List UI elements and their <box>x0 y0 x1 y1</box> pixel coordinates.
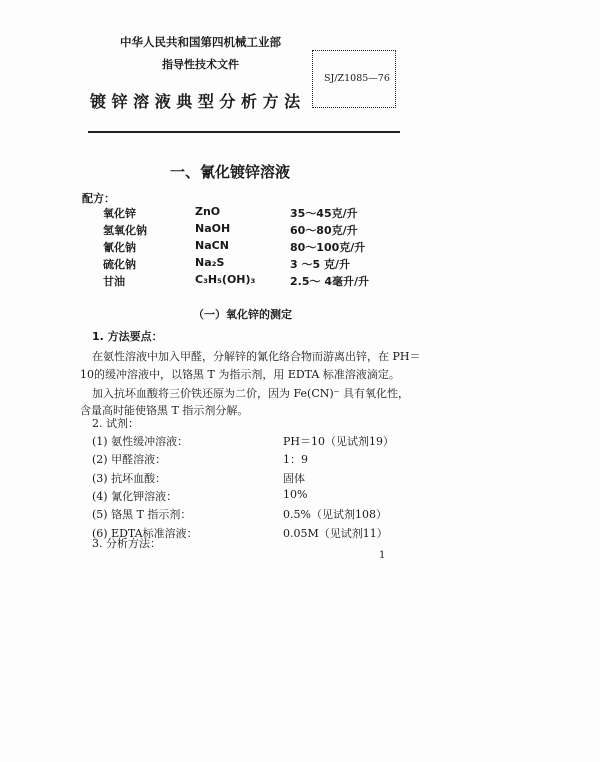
ministry-name: 中华人民共和国第四机械工业部 <box>120 35 281 49</box>
formula-name: 氧化锌 <box>103 207 136 220</box>
formula-chem: ZnO <box>195 205 221 218</box>
reagent-name: (1) 氨性缓冲溶液： <box>92 435 189 448</box>
formula-amount: 2.5～ 4毫升/升 <box>290 275 369 288</box>
reagent-value: 0.5%（见试剂108） <box>283 508 387 522</box>
reagent-name: (6) EDTA标准溶液： <box>92 526 198 540</box>
formula-label: 配方： <box>82 192 115 205</box>
formula-chem: C₃H₅(OH)₃ <box>195 273 256 286</box>
reagent-name: (4) 氰化钾溶液： <box>92 489 178 503</box>
reagent-value: 0.05M（见试剂11） <box>283 526 388 540</box>
section-title: 一、氰化镀锌溶液 <box>170 163 291 181</box>
paragraph-line: 在氨性溶液中加入甲醛，分解锌的氰化络合物而游离出锌，在 PH＝ <box>92 350 421 363</box>
analysis-heading: 3. 分析方法： <box>92 537 161 550</box>
reagent-name: (2) 甲醛溶液： <box>92 453 167 467</box>
formula-chem: NaOH <box>195 222 231 235</box>
formula-amount: 35～45克/升 <box>290 207 358 220</box>
formula-chem: NaCN <box>195 239 229 252</box>
formula-name: 硫化钠 <box>103 258 136 271</box>
formula-name: 氰化钠 <box>103 241 136 254</box>
reagent-name: (3) 抗坏血酸： <box>92 471 167 485</box>
reagents-heading: 2. 试剂： <box>92 417 139 430</box>
reagent-value: 1：9 <box>283 453 308 467</box>
paragraph-line: 含量高时能使铬黑 T 指示剂分解。 <box>80 404 249 417</box>
formula-name: 氢氧化钠 <box>103 224 147 237</box>
formula-amount: 3 ～5 克/升 <box>290 258 350 271</box>
standard-number: SJ/Z1085—76 <box>324 73 390 84</box>
formula-amount: 60～80克/升 <box>290 224 358 237</box>
header-rule <box>88 131 400 133</box>
formula-amount: 80～100克/升 <box>290 241 366 254</box>
formula-name: 甘油 <box>103 275 125 288</box>
formula-chem: Na₂S <box>195 256 225 269</box>
reagent-name: (5) 铬黑 T 指示剂： <box>92 508 192 522</box>
subsection-title: （一）氧化锌的测定 <box>193 308 292 321</box>
doc-title: 镀 锌 溶 液 典 型 分 析 方 法 <box>90 92 301 111</box>
paragraph-line: 10的缓冲溶液中，以铬黑 T 为指示剂，用 EDTA 标准溶液滴定。 <box>80 368 400 381</box>
paragraph-line: 加入抗坏血酸将三价铁还原为二价，因为 Fe(CN)⁻ 具有氧化性， <box>92 387 409 400</box>
doc-type: 指导性技术文件 <box>162 58 239 71</box>
reagent-value: 10% <box>283 487 308 501</box>
method-heading: 1. 方法要点： <box>92 330 163 343</box>
reagent-value: PH＝10（见试剂19） <box>283 435 394 448</box>
page-number: 1 <box>379 550 386 561</box>
reagent-value: 固体 <box>283 471 305 485</box>
